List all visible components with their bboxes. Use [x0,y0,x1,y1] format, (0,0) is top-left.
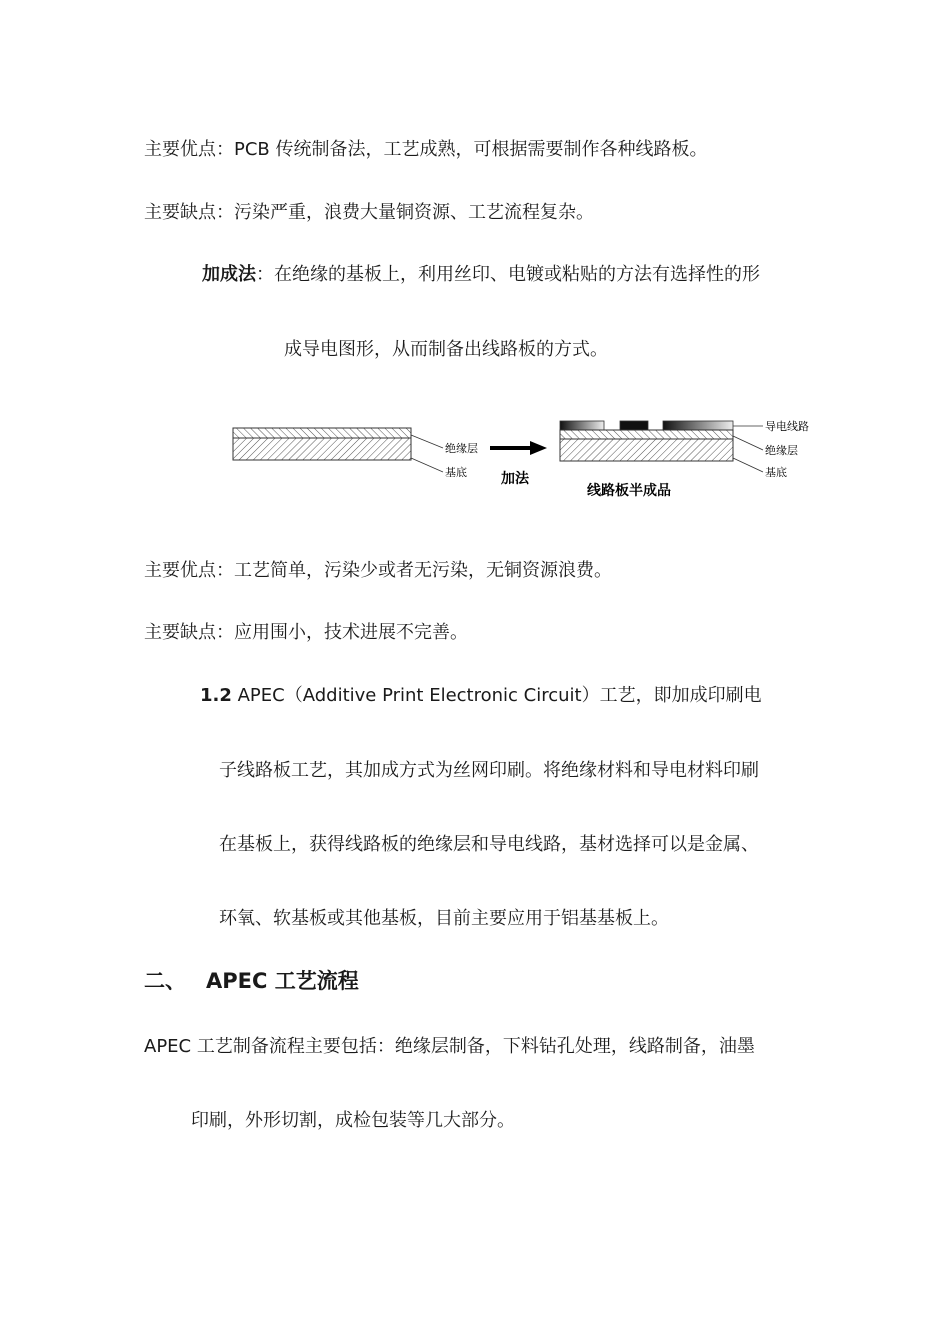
left-substrate [233,438,411,460]
left-label-insulation: 绝缘层 [445,442,478,455]
right-label-substrate: 基底 [765,466,787,479]
right-label-insulation: 绝缘层 [765,444,798,457]
paragraph-disadvantages-1 [144,201,594,225]
heading-number: 二、 [144,969,186,993]
term: 加成法 [202,264,256,285]
section-number: 1.2 [200,685,232,706]
right-insulation-layer [560,430,733,439]
section-heading-2 [144,969,359,993]
section-1-2-line-4: 环氧、软基板或其他基板，目前主要应用于铝基基板上。 [219,908,669,929]
label: 主要优点 [144,139,216,160]
text: ：应用围小，技术进展不完善。 [216,622,468,643]
heading-title: APEC 工艺流程 [206,969,359,993]
flow-paragraph-line-1: APEC 工艺制备流程主要包括：绝缘层制备，下料钻孔处理，线路制备，油墨 [144,1036,755,1057]
text: ：PCB 传统制备法，工艺成熟，可根据需要制作各种线路板。 [216,139,708,160]
left-insulation-layer [233,428,411,438]
trace-1 [560,421,604,430]
additive-process-figure [225,410,815,510]
paragraph-advantages-1 [144,138,708,162]
label: 主要缺点 [144,202,216,223]
paragraph-disadvantages-2 [144,621,468,645]
paragraph-advantages-2 [144,559,612,583]
section-1-2-line-1 [200,684,762,708]
arrow-label: 加法 [501,471,529,487]
trace-2 [620,421,648,430]
flow-paragraph-line-2: 印刷，外形切割，成检包装等几大部分。 [191,1110,515,1131]
text: ：污染严重，浪费大量铜资源、工艺流程复杂。 [216,202,594,223]
label: 主要缺点 [144,622,216,643]
text: ：工艺简单，污染少或者无污染，无铜资源浪费。 [216,560,612,581]
section-1-2-line-3: 在基板上，获得线路板的绝缘层和导电线路，基材选择可以是金属、 [219,834,759,855]
left-label-substrate: 基底 [445,466,467,479]
additive-method-line-2: 成导电图形，从而制备出线路板的方式。 [284,339,608,360]
additive-method-line-1 [202,263,760,287]
section-1-2-line-2: 子线路板工艺，其加成方式为丝网印刷。将绝缘材料和导电材料印刷 [219,760,759,781]
trace-3 [663,421,733,430]
text: ：在绝缘的基板上，利用丝印、电镀或粘贴的方法有选择性的形 [256,264,760,285]
label: 主要优点 [144,560,216,581]
right-label-trace: 导电线路 [765,420,809,433]
right-substrate [560,439,733,461]
text: APEC（Additive Print Electronic Circuit）工艺，即加成印刷电 [231,685,762,706]
figure-caption: 线路板半成品 [587,483,671,499]
